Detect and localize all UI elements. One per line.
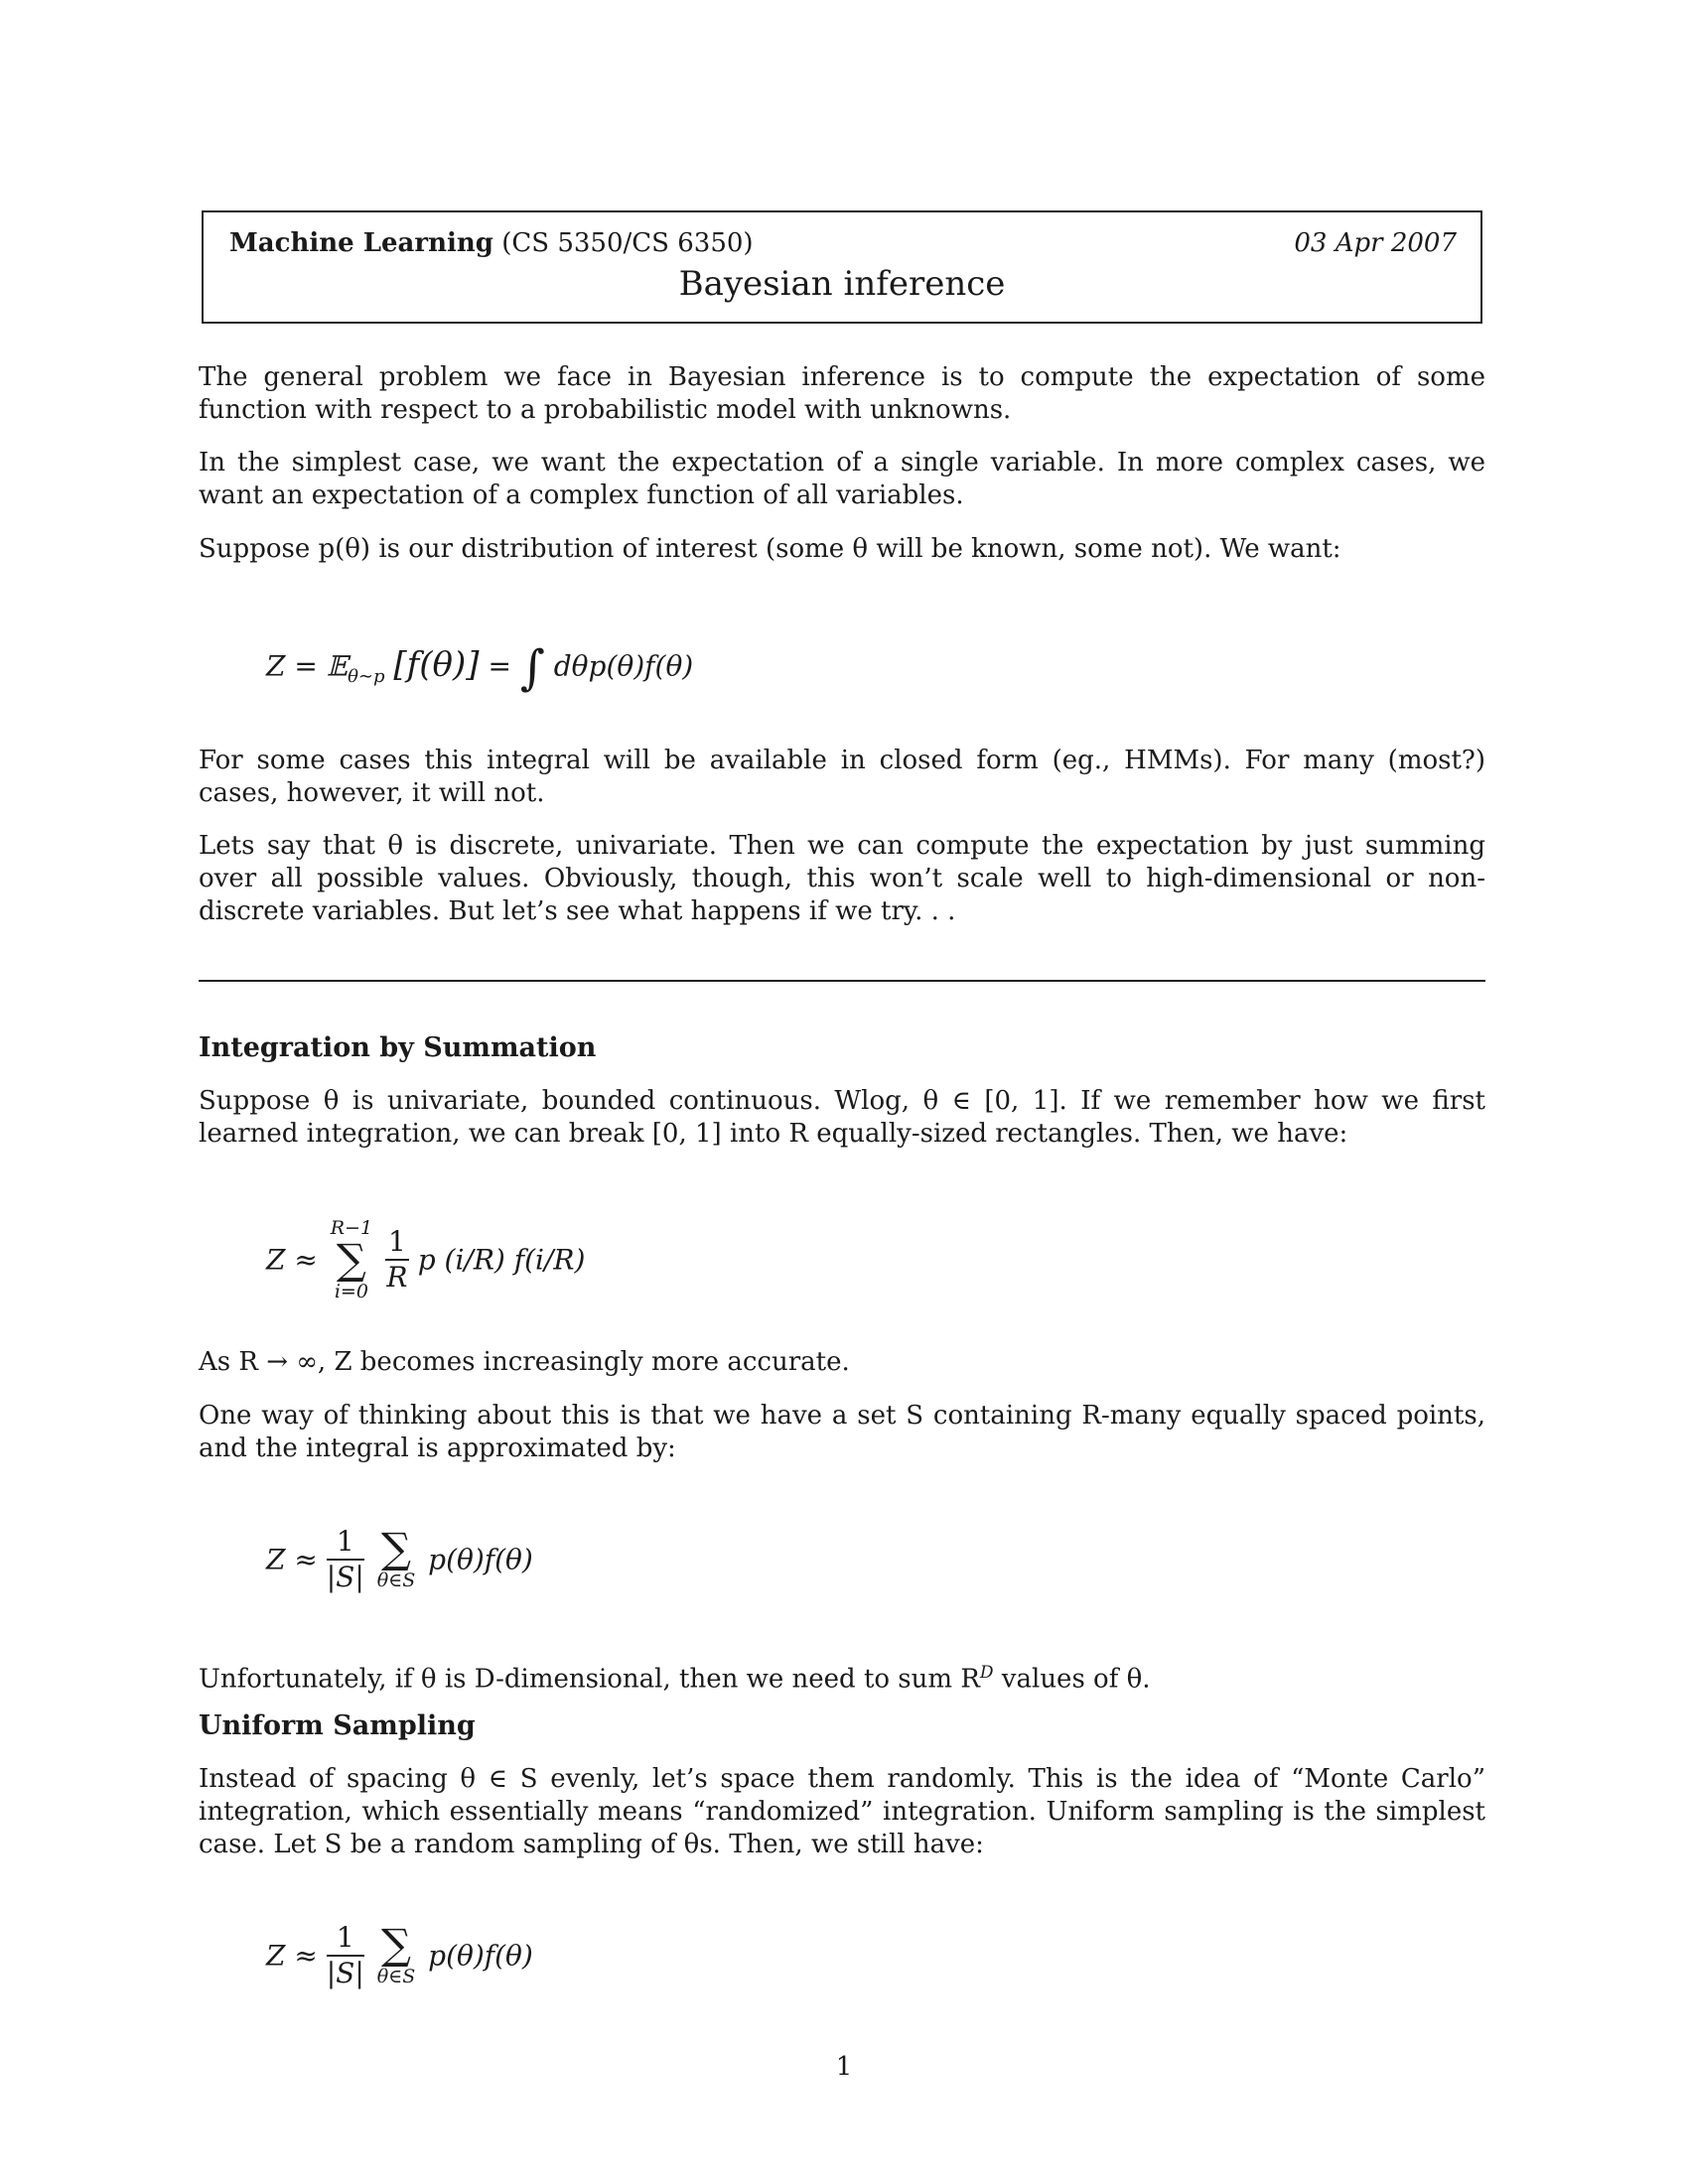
eq2-lhs: Z ≈ [266, 1243, 318, 1277]
eq3-sum: ∑ [380, 1524, 411, 1572]
eq1-bracket: [f(θ)] [393, 644, 480, 685]
eq3-fraction [327, 1525, 364, 1594]
paragraph-6: Suppose θ is univariate, bounded continuous. Wlog, θ ∈ [0, 1]. If we remember how we first learned integration, we can break [0, 1] into R equally-sized rectangles. Then, we have: [199, 1086, 1485, 1149]
paragraph-9-text: Unfortunately, if θ is D-dimensional, then we need to sum R [199, 1664, 980, 1695]
paragraph-8: One way of thinking about this is that we have a set S containing R-many equally spaced points, and the integral is approximated by: [199, 1401, 1485, 1463]
section-heading-uniform-sampling: Uniform Sampling [199, 1710, 476, 1741]
equation-set-average [266, 1525, 533, 1594]
eq1-equals: = [488, 649, 511, 683]
document-title: Bayesian inference [678, 264, 1006, 304]
paragraph-2: In the simplest case, we want the expectation of a single variable. In more complex cases, we want an expectation of a complex function of all variables. [199, 448, 1485, 510]
eq1-body: dθp(θ)f(θ) [553, 649, 694, 683]
page-number: 1 [835, 2052, 853, 2082]
integral-sign: ∫ [519, 640, 545, 696]
eq4-frac-num: 1 [327, 1921, 364, 1957]
eq4-sum-bottom: θ∈S [376, 1966, 416, 1987]
course-title: Machine Learning [229, 228, 493, 258]
section-heading-integration: Integration by Summation [199, 1032, 597, 1063]
eq2-fraction [385, 1225, 409, 1295]
eq2-frac-den: R [386, 1261, 408, 1294]
eq3-sum-bottom: θ∈S [376, 1570, 416, 1591]
paragraph-9-end: values of θ. [993, 1664, 1151, 1695]
eq4-body: p(θ)f(θ) [428, 1939, 533, 1973]
eq4-sum: ∑ [380, 1920, 411, 1969]
eq2-frac-num: 1 [385, 1225, 409, 1261]
paragraph-7: As R → ∞, Z becomes increasingly more accurate. [199, 1347, 850, 1377]
summation-symbol [376, 1524, 416, 1591]
course-name [229, 228, 754, 258]
equation-expectation [266, 640, 693, 696]
eq3-frac-num: 1 [327, 1525, 364, 1561]
paragraph-9-sup: D [979, 1663, 994, 1683]
eq3-lhs: Z ≈ [266, 1543, 318, 1576]
paragraph-4: For some cases this integral will be available in closed form (eg., HMMs). For many (most?) cases, however, it will not. [199, 746, 1485, 808]
eq3-frac-den: |S| [326, 1561, 364, 1593]
paragraph-10: Instead of spacing θ ∈ S evenly, let’s space them randomly. This is the idea of “Monte Carlo” integration, which essentially means “randomized” integration. Uniform sampling is the simplest case. Let S be a random sampling of θs. Then, we still have: [199, 1764, 1485, 1859]
lecture-date: 03 Apr 2007 [1294, 228, 1457, 258]
eq2-sum-top: R−1 [330, 1217, 373, 1239]
summation-symbol [331, 1217, 372, 1302]
course-codes: (CS 5350/CS 6350) [501, 228, 754, 258]
eq1-lhs: Z = 𝔼 [266, 649, 349, 683]
eq2-body: p (i/R) f(i/R) [417, 1243, 586, 1277]
paragraph-9 [199, 1657, 1485, 1697]
eq4-lhs: Z ≈ [266, 1939, 318, 1973]
horizontal-rule [199, 980, 1485, 982]
equation-riemann-sum [266, 1217, 585, 1302]
eq4-frac-den: |S| [326, 1957, 364, 1989]
eq2-sum-bottom: i=0 [334, 1281, 368, 1302]
eq4-fraction [327, 1921, 364, 1990]
equation-monte-carlo [266, 1921, 533, 1990]
summation-symbol [376, 1920, 416, 1987]
eq3-body: p(θ)f(θ) [428, 1543, 533, 1576]
paragraph-1: The general problem we face in Bayesian inference is to compute the expectation of some function with respect to a probabilistic model with unknowns. [199, 362, 1485, 425]
eq1-sub: θ∼p [348, 666, 385, 688]
paragraph-3: Suppose p(θ) is our distribution of interest (some θ will be known, some not). We want: [199, 534, 1341, 564]
paragraph-5: Lets say that θ is discrete, univariate. Then we can compute the expectation by just summing over all possible values. Obviously, though, this won’t scale well to high-dimensional or non-discrete variables. But let’s see what happens if we try. . . [199, 831, 1485, 926]
header-box [202, 210, 1482, 324]
eq2-sum: ∑ [336, 1235, 366, 1284]
